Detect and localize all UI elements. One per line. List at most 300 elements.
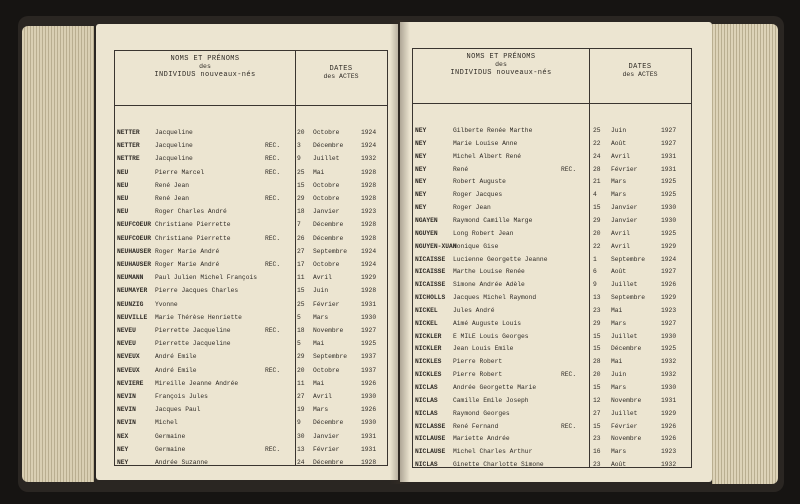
entry-given: Lucienne Georgette Jeanne	[453, 255, 548, 263]
entry-year: 1930	[661, 216, 677, 224]
entry-month: Mars	[611, 178, 627, 186]
entry-year: 1923	[661, 306, 677, 314]
entry-year: 1928	[361, 168, 377, 176]
register-table-right	[412, 48, 692, 468]
entry-surname: NEU	[117, 181, 129, 189]
entry-surname: NICLAS	[415, 396, 438, 404]
header-title: INDIVIDUS nouveaux-nés	[154, 71, 256, 79]
entry-surname: NEVEUX	[117, 353, 140, 361]
entry-surname: NEY	[415, 191, 427, 199]
entry-year: 1928	[361, 195, 377, 202]
entry-day: 13	[593, 294, 601, 302]
register-table-left	[114, 50, 388, 466]
entry-surname: NETTRE	[117, 155, 140, 163]
entry-given: René Fernand	[453, 422, 499, 430]
entry-given: Robert Auguste	[453, 178, 506, 186]
entry-given: Jules André	[453, 306, 495, 314]
entry-day: 23	[593, 306, 601, 314]
entry-day: 12	[593, 396, 601, 404]
entry-given: Yvonne	[155, 300, 178, 308]
entry-given: Mireille Jeanne Andrée	[155, 379, 239, 387]
entry-year: 1931	[661, 165, 677, 173]
entry-year: 1937	[361, 353, 377, 361]
entry-month: Décembre	[313, 419, 344, 427]
entry-rec: REC.	[265, 327, 281, 334]
entry-surname: NEUMAYER	[117, 287, 148, 295]
entry-year: 1926	[361, 406, 377, 414]
header-sub: des	[199, 63, 211, 70]
header-title: NOMS ET PRÉNOMS	[170, 55, 240, 63]
entry-surname: NICLAS	[415, 461, 438, 469]
entry-year: 1924	[661, 255, 677, 263]
entry-given: Jacqueline	[155, 155, 193, 163]
entry-day: 15	[297, 181, 305, 189]
entry-month: Août	[611, 139, 627, 147]
header-rule	[413, 103, 691, 104]
entry-year: 1925	[361, 340, 377, 348]
entry-day: 11	[297, 274, 305, 282]
entry-day: 16	[593, 448, 601, 456]
entry-rec: REC.	[265, 261, 281, 268]
entry-month: Décembre	[313, 142, 344, 150]
entry-surname: NICAISSE	[415, 268, 446, 276]
entry-year: 1929	[661, 242, 677, 250]
entry-surname: NICHOLLS	[415, 294, 446, 302]
entry-given: Jacques Michel Raymond	[453, 294, 537, 302]
entry-month: Janvier	[313, 208, 340, 216]
entry-day: 29	[297, 195, 305, 202]
entry-surname: NEY	[415, 165, 427, 173]
entry-day: 27	[297, 393, 305, 400]
entry-month: Juillet	[313, 155, 340, 163]
entry-rec: REC.	[265, 445, 281, 453]
entry-month: Septembre	[313, 353, 348, 361]
entry-day: 27	[297, 247, 305, 255]
entry-given: Pierre Marcel	[155, 168, 205, 176]
entry-year: 1927	[361, 327, 377, 334]
entry-year: 1925	[661, 178, 677, 186]
entry-month: Mai	[313, 168, 325, 176]
entry-day: 9	[297, 419, 301, 427]
entry-given: René Jean	[155, 195, 190, 202]
entry-month: Septembre	[611, 294, 646, 302]
entry-rec: REC.	[265, 234, 281, 242]
entry-year: 1926	[661, 435, 677, 443]
entry-day: 9	[297, 155, 301, 163]
entry-surname: NEU	[117, 168, 129, 176]
entry-surname: NEUFCOEUR	[117, 234, 152, 242]
entry-surname: NEY	[415, 204, 427, 212]
entry-year: 1927	[661, 268, 677, 276]
entry-month: Mai	[313, 379, 325, 387]
register-entry-row	[413, 457, 691, 473]
entry-month: Novembre	[611, 396, 642, 404]
entry-given: Jacques Paul	[155, 406, 201, 414]
entry-day: 24	[593, 152, 601, 160]
names-column-header	[115, 55, 295, 79]
entry-surname: NEVIERE	[117, 379, 144, 387]
entry-surname: NEVIN	[117, 406, 136, 414]
entry-day: 28	[593, 358, 601, 366]
entry-surname: NEUFCOEUR	[117, 221, 152, 229]
entry-given: Andrée Georgette Marie	[453, 384, 537, 391]
dates-column-header	[589, 63, 691, 79]
entry-given: Long Robert Jean	[453, 229, 514, 237]
entry-month: Janvier	[611, 216, 638, 224]
entry-month: Mars	[611, 384, 627, 391]
entry-month: Avril	[313, 393, 332, 400]
entry-rec: REC.	[561, 422, 577, 430]
entry-year: 1929	[361, 274, 377, 282]
left-page	[96, 24, 398, 480]
entry-month: Mars	[611, 191, 627, 199]
entry-year: 1927	[661, 139, 677, 147]
entry-surname: NGUYEN	[415, 229, 438, 237]
entry-year: 1927	[661, 319, 677, 327]
entry-given: Roger Charles André	[155, 208, 227, 216]
right-page	[400, 22, 712, 482]
entry-month: Avril	[611, 152, 630, 160]
entry-day: 22	[593, 139, 601, 147]
entry-month: Janvier	[313, 432, 340, 440]
entry-given: Roger Marie André	[155, 247, 220, 255]
entry-year: 1928	[361, 221, 377, 229]
entry-month: Octobre	[313, 366, 340, 374]
entry-day: 18	[297, 327, 305, 334]
entry-given: Raymond Camille Marge	[453, 216, 533, 224]
entry-year: 1924	[361, 247, 377, 255]
entry-day: 5	[297, 340, 301, 348]
entry-day: 25	[593, 127, 601, 134]
entry-given: Germaine	[155, 445, 186, 453]
entry-month: Mars	[313, 406, 329, 414]
entry-rec: REC.	[265, 142, 281, 150]
entry-given: Pierrette Jacqueline	[155, 327, 231, 334]
page-edges-left	[22, 26, 94, 482]
entry-month: Décembre	[313, 221, 344, 229]
entry-day: 11	[297, 379, 305, 387]
entry-surname: NEUVILLE	[117, 313, 148, 321]
entry-given: Marie Thérèse Henriette	[155, 313, 242, 321]
entry-surname: NGAYEN	[415, 216, 438, 224]
entry-month: Avril	[611, 242, 630, 250]
entry-month: Décembre	[611, 345, 642, 353]
entry-day: 15	[593, 204, 601, 212]
entry-year: 1929	[661, 294, 677, 302]
header-title: DATES	[329, 65, 353, 73]
book-gutter	[390, 20, 410, 484]
entry-rec: REC.	[265, 366, 281, 374]
entry-given: Andrée Suzanne	[155, 459, 208, 466]
entry-month: Octobre	[313, 129, 340, 136]
entry-surname: NICAISSE	[415, 281, 446, 289]
entry-year: 1931	[361, 445, 377, 453]
entry-month: Mai	[611, 358, 623, 366]
entry-month: Août	[611, 461, 627, 469]
entry-day: 25	[297, 168, 305, 176]
entry-month: Mai	[313, 340, 325, 348]
entry-day: 29	[593, 319, 601, 327]
entry-surname: NICKLES	[415, 371, 442, 379]
entry-surname: NEUHAUSER	[117, 247, 152, 255]
entry-surname: NEUHAUSER	[117, 261, 152, 268]
entry-year: 1926	[661, 281, 677, 289]
entry-given: Christiane Pierrette	[155, 221, 231, 229]
entry-day: 27	[593, 409, 601, 417]
entry-year: 1926	[661, 422, 677, 430]
entry-day: 4	[593, 191, 597, 199]
entry-day: 15	[593, 422, 601, 430]
entry-surname: NICLAUSE	[415, 448, 446, 456]
entry-day: 19	[297, 406, 305, 414]
entry-month: Novembre	[611, 435, 642, 443]
entry-month: Septembre	[313, 247, 348, 255]
entry-month: Décembre	[313, 459, 344, 466]
header-title: NOMS ET PRÉNOMS	[466, 53, 536, 61]
entry-day: 5	[297, 313, 301, 321]
entry-year: 1937	[361, 366, 377, 374]
dates-column-header	[295, 65, 387, 81]
entry-month: Avril	[313, 274, 332, 282]
entry-year: 1924	[361, 142, 377, 150]
entry-year: 1930	[361, 419, 377, 427]
entry-month: Février	[611, 422, 638, 430]
entry-surname: NETTER	[117, 142, 140, 150]
entry-month: Décembre	[313, 234, 344, 242]
entry-given: Pierrette Jacqueline	[155, 340, 231, 348]
entry-month: Octobre	[313, 195, 340, 202]
entry-given: Monique Gise	[453, 242, 499, 250]
entry-year: 1924	[361, 261, 377, 268]
entry-day: 21	[593, 178, 601, 186]
entry-rec: REC.	[561, 371, 577, 379]
entry-day: 23	[593, 461, 601, 469]
entry-month: Juin	[313, 287, 329, 295]
entry-day: 15	[593, 332, 601, 340]
entry-given: Marthe Louise Renée	[453, 268, 525, 276]
entry-given: Pierre Robert	[453, 371, 503, 379]
entry-year: 1931	[361, 432, 377, 440]
entry-given: Jean Louis Emile	[453, 345, 514, 353]
entry-year: 1928	[361, 459, 377, 466]
entry-month: Juillet	[611, 409, 638, 417]
entry-rec: REC.	[265, 155, 281, 163]
entry-surname: NETTER	[117, 129, 140, 136]
entry-given: Jacqueline	[155, 129, 193, 136]
entry-day: 9	[593, 281, 597, 289]
entry-surname: NEU	[117, 208, 129, 216]
entry-day: 20	[593, 371, 601, 379]
entry-year: 1931	[661, 396, 677, 404]
entry-day: 28	[593, 165, 601, 173]
entry-surname: NEVIN	[117, 419, 136, 427]
entry-day: 15	[593, 345, 601, 353]
entry-month: Novembre	[313, 327, 344, 334]
entry-month: Mars	[611, 319, 627, 327]
entry-year: 1931	[661, 152, 677, 160]
entry-given: René	[453, 165, 469, 173]
entry-year: 1932	[661, 461, 677, 469]
register-entry-row	[115, 455, 387, 471]
entry-surname: NEVEU	[117, 327, 136, 334]
entry-day: 6	[593, 268, 597, 276]
entry-month: Juillet	[611, 281, 638, 289]
header-title: INDIVIDUS nouveaux-nés	[450, 69, 552, 77]
entry-surname: NEVEU	[117, 340, 136, 348]
entry-day: 29	[593, 216, 601, 224]
entry-month: Février	[313, 445, 340, 453]
entry-year: 1930	[361, 393, 377, 400]
entry-given: Raymond Georges	[453, 409, 510, 417]
entry-day: 20	[297, 129, 305, 136]
entry-given: Roger Jean	[453, 204, 491, 212]
entry-surname: NICKLES	[415, 358, 442, 366]
entry-day: 7	[297, 221, 301, 229]
entry-given: Michel Charles Arthur	[453, 448, 533, 456]
entry-year: 1923	[361, 208, 377, 216]
entry-given: Michel	[155, 419, 178, 427]
entry-surname: NEY	[117, 445, 129, 453]
entry-given: Gilberte Renée Marthe	[453, 127, 533, 134]
entry-given: Jacqueline	[155, 142, 193, 150]
header-rule	[115, 105, 387, 106]
entry-given: Paul Julien Michel François	[155, 274, 258, 282]
entry-rec: REC.	[561, 165, 577, 173]
entry-day: 22	[593, 242, 601, 250]
entry-month: Juillet	[611, 332, 638, 340]
entry-year: 1925	[661, 191, 677, 199]
entry-day: 29	[297, 353, 305, 361]
entry-given: Aimé Auguste Louis	[453, 319, 522, 327]
entry-surname: NEU	[117, 195, 129, 202]
header-sub: des ACTES	[323, 73, 359, 80]
entry-given: Camille Emile Joseph	[453, 396, 529, 404]
entry-given: Roger Jacques	[453, 191, 503, 199]
entry-surname: NEX	[117, 432, 129, 440]
entry-month: Janvier	[611, 204, 638, 212]
entry-year: 1926	[361, 379, 377, 387]
entry-rec: REC.	[265, 168, 281, 176]
entry-day: 25	[297, 300, 305, 308]
entry-given: André Emile	[155, 353, 197, 361]
entry-surname: NICLAS	[415, 409, 438, 417]
entry-day: 18	[297, 208, 305, 216]
header-sub: des ACTES	[622, 71, 658, 78]
entry-day: 20	[297, 366, 305, 374]
entry-surname: NEY	[117, 459, 129, 466]
entry-surname: NICKEL	[415, 306, 438, 314]
entry-year: 1927	[661, 127, 677, 134]
entry-surname: NICAISSE	[415, 255, 446, 263]
entry-day: 15	[593, 384, 601, 391]
entry-surname: NICLAS	[415, 384, 438, 391]
entry-surname: NEUMANN	[117, 274, 144, 282]
entry-surname: NEY	[415, 152, 427, 160]
entry-year: 1930	[661, 204, 677, 212]
entry-given: Mariette Andrée	[453, 435, 510, 443]
entry-year: 1930	[661, 332, 677, 340]
entry-rec: REC.	[265, 195, 281, 202]
header-title: DATES	[628, 63, 652, 71]
entry-given: René Jean	[155, 181, 190, 189]
entry-surname: NEY	[415, 178, 427, 186]
entry-surname: NEY	[415, 139, 427, 147]
entry-given: Pierre Jacques Charles	[155, 287, 239, 295]
entry-given: Christiane Pierrette	[155, 234, 231, 242]
entry-month: Octobre	[313, 181, 340, 189]
entry-year: 1928	[361, 181, 377, 189]
entry-year: 1932	[661, 371, 677, 379]
entry-year: 1924	[361, 129, 377, 136]
page-edges-right	[712, 24, 778, 484]
entry-surname: NEVIN	[117, 393, 136, 400]
entry-day: 1	[593, 255, 597, 263]
entry-surname: NICKLER	[415, 345, 442, 353]
entry-surname: NICLAUSE	[415, 435, 446, 443]
entry-year: 1932	[661, 358, 677, 366]
entry-surname: NICLASSE	[415, 422, 446, 430]
entry-given: Simone Andrée Adèle	[453, 281, 525, 289]
entry-day: 26	[297, 234, 305, 242]
entry-surname: NEY	[415, 127, 427, 134]
entry-surname: NICKEL	[415, 319, 438, 327]
entry-year: 1925	[661, 345, 677, 353]
entry-year: 1930	[361, 313, 377, 321]
entry-year: 1928	[361, 287, 377, 295]
entry-year: 1932	[361, 155, 377, 163]
entry-month: Août	[611, 268, 627, 276]
entry-year: 1930	[661, 384, 677, 391]
entry-month: Juin	[611, 127, 627, 134]
entry-day: 23	[593, 435, 601, 443]
entry-year: 1923	[661, 448, 677, 456]
entry-year: 1929	[661, 409, 677, 417]
entry-month: Septembre	[611, 255, 646, 263]
entry-month: Mars	[611, 448, 627, 456]
names-column-header	[413, 53, 589, 77]
entry-month: Juin	[611, 371, 627, 379]
entry-given: André Emile	[155, 366, 197, 374]
entry-year: 1925	[661, 229, 677, 237]
entry-surname: NEUNZIG	[117, 300, 144, 308]
entry-given: François Jules	[155, 393, 208, 400]
entry-month: Octobre	[313, 261, 340, 268]
entry-day: 13	[297, 445, 305, 453]
header-sub: des	[495, 61, 507, 68]
entry-given: Germaine	[155, 432, 186, 440]
entry-day: 24	[297, 459, 305, 466]
entry-given: Marie Louise Anne	[453, 139, 518, 147]
entry-month: Mars	[313, 313, 329, 321]
entry-day: 30	[297, 432, 305, 440]
entry-day: 3	[297, 142, 301, 150]
entry-given: Roger Marie André	[155, 261, 220, 268]
entry-year: 1928	[361, 234, 377, 242]
entry-day: 17	[297, 261, 305, 268]
entry-surname: NICKLER	[415, 332, 442, 340]
entry-month: Mai	[611, 306, 623, 314]
entry-given: Michel Albert René	[453, 152, 522, 160]
entry-given: Ginette Charlotte Simone	[453, 461, 544, 469]
entry-year: 1931	[361, 300, 377, 308]
entry-month: Avril	[611, 229, 630, 237]
entry-surname: NGUYEN-XUAN	[415, 242, 457, 250]
entry-month: Février	[611, 165, 638, 173]
entry-surname: NEVEUX	[117, 366, 140, 374]
entry-day: 15	[297, 287, 305, 295]
entry-month: Février	[313, 300, 340, 308]
entry-given: Pierre Robert	[453, 358, 503, 366]
